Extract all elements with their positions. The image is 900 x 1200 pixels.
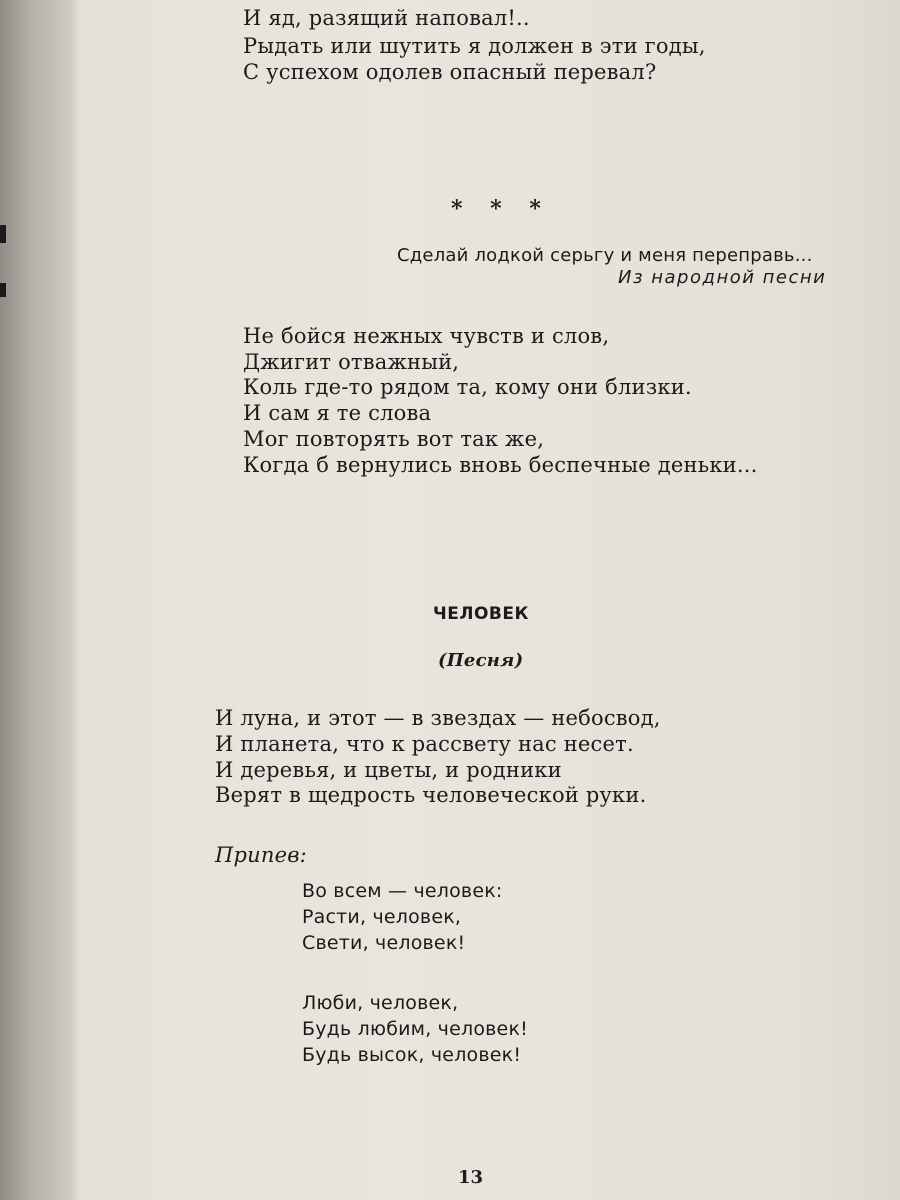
page-edge-mark [0,225,6,243]
epigraph: Сделай лодкой серьгу и меня переправь... [397,245,813,266]
poem1-line: С успехом одолев опасный перевал? [243,60,657,84]
poem2-line: Не бойся нежных чувств и слов, [243,324,610,348]
epigraph-source: Из народной песни [618,267,827,288]
page-edge-mark [0,283,6,297]
song-subtitle: (Песня) [438,650,524,671]
poem2-line: И сам я те слова [243,401,432,425]
refrain-line: Будь любим, человек! [302,1018,528,1040]
poem2-line: Когда б вернулись вновь беспечные деньки... [243,453,758,477]
song-verse-line: И луна, и этот — в звездах — небосвод, [215,706,661,730]
refrain-line: Будь высок, человек! [302,1044,522,1066]
refrain-line: Люби, человек, [302,992,459,1014]
refrain-label: Припев: [215,843,307,867]
poem2-line: Джигит отважный, [243,350,460,374]
section-separator: * * * [451,196,551,222]
song-verse-line: И планета, что к рассвету нас несет. [215,732,634,756]
refrain-line: Расти, человек, [302,906,462,928]
page-number: 13 [458,1167,484,1188]
song-verse-line: Верят в щедрость человеческой руки. [215,783,647,807]
page-gutter-shadow [0,0,78,1200]
song-verse-line: И деревья, и цветы, и родники [215,758,562,782]
refrain-line: Свети, человек! [302,932,466,954]
song-title: ЧЕЛОВЕК [433,604,529,624]
refrain-line: Во всем — человек: [302,880,503,902]
poem2-line: Мог повторять вот так же, [243,427,545,451]
poem1-line: Рыдать или шутить я должен в эти годы, [243,34,706,58]
poem1-line: И яд, разящий наповал!.. [243,6,530,30]
poem2-line: Коль где-то рядом та, кому они близки. [243,375,692,399]
